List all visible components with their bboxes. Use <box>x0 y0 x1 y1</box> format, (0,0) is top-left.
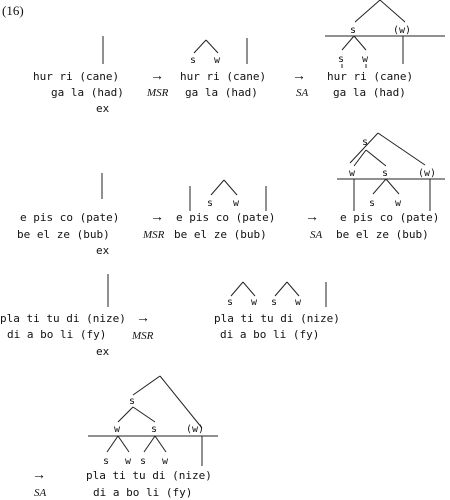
word-top-4: pla ti tu di (nize) <box>86 469 212 482</box>
node-w: w <box>125 456 132 467</box>
word-top-1: hur ri (cane) <box>33 70 120 83</box>
word-top-3: hur ri (cane) <box>327 70 414 83</box>
tree-branch <box>133 407 155 422</box>
tree-branch <box>211 180 224 195</box>
tree-branch <box>206 40 218 53</box>
msr-label: MSR <box>132 330 154 342</box>
node-w: w <box>295 297 302 308</box>
word-top-2: hur ri (cane) <box>180 70 267 83</box>
tree-branch <box>155 436 166 452</box>
ex-label: ex <box>96 244 110 257</box>
tree-branch <box>378 133 425 165</box>
node-w: w <box>114 424 121 435</box>
tree-branch <box>373 179 386 194</box>
word-top-1: e pis co (pate) <box>20 211 120 224</box>
node-s: s <box>151 424 158 435</box>
node-s: s <box>271 297 278 308</box>
node-w-paren: (w) <box>393 25 412 36</box>
tree-branch <box>354 36 366 50</box>
node-s: s <box>369 198 376 209</box>
tree-branch <box>386 179 399 194</box>
node-w-paren: (w) <box>186 424 205 435</box>
node-s: s <box>338 54 345 65</box>
node-s: s <box>207 198 214 209</box>
arrow: → <box>150 210 164 225</box>
sa-label: SA <box>34 487 47 499</box>
node-s: s <box>362 137 369 148</box>
tree-branch <box>243 282 255 296</box>
word-bottom-3: be el ze (bub) <box>336 228 429 241</box>
sa-label: SA <box>310 229 323 241</box>
node-s: s <box>103 456 110 467</box>
node-w: w <box>349 168 356 179</box>
word-top-3: e pis co (pate) <box>340 211 440 224</box>
tree-branch <box>224 180 237 195</box>
node-s: s <box>382 168 389 179</box>
ex-label: ex <box>96 345 110 358</box>
node-s: s <box>129 396 136 407</box>
ex-label: ex <box>96 102 110 115</box>
tree-branch <box>342 36 354 50</box>
word-bottom-2: di a bo li (fy) <box>220 328 320 341</box>
example-number: (16) <box>2 3 24 18</box>
word-bottom-1: be el ze (bub) <box>17 228 110 241</box>
node-s: s <box>350 25 357 36</box>
node-w: w <box>162 456 169 467</box>
arrow: → <box>136 311 150 326</box>
node-w: w <box>214 55 221 66</box>
node-w: w <box>251 297 258 308</box>
node-s: s <box>190 55 197 66</box>
tree-branch <box>118 436 129 452</box>
tree-branch <box>144 436 155 452</box>
msr-label: MSR <box>147 87 169 99</box>
arrow: → <box>150 69 164 84</box>
tree-branch <box>160 376 202 428</box>
word-top-2: pla ti tu di (nize) <box>214 312 340 325</box>
tree-branch <box>366 150 386 166</box>
tree-branch <box>355 0 380 22</box>
tree-branch <box>275 282 287 296</box>
tree-branch <box>231 282 243 296</box>
word-bottom-4: di a bo li (fy) <box>93 486 193 499</box>
node-w: w <box>233 198 240 209</box>
arrow: → <box>292 69 306 84</box>
tree-branch <box>380 0 405 22</box>
node-s: s <box>227 297 234 308</box>
node-w: w <box>395 198 402 209</box>
node-w: w <box>362 54 369 65</box>
arrow: → <box>305 210 319 225</box>
tree-branch <box>194 40 206 53</box>
node-w-paren: (w) <box>418 168 437 179</box>
tree-branch <box>133 376 160 395</box>
tree-branch <box>287 282 299 296</box>
msr-label: MSR <box>143 229 165 241</box>
arrow: → <box>32 468 46 483</box>
word-bottom-1: di a bo li (fy) <box>7 328 107 341</box>
word-bottom-1: ga la (had) <box>51 86 124 99</box>
word-bottom-2: be el ze (bub) <box>174 228 267 241</box>
tree-branch <box>118 407 133 422</box>
word-bottom-2: ga la (had) <box>185 86 258 99</box>
word-bottom-3: ga la (had) <box>333 86 406 99</box>
word-top-1: pla ti tu di (nize) <box>0 312 126 325</box>
node-s: s <box>140 456 147 467</box>
tree-branch <box>107 436 118 452</box>
sa-label: SA <box>296 87 309 99</box>
word-top-2: e pis co (pate) <box>176 211 276 224</box>
